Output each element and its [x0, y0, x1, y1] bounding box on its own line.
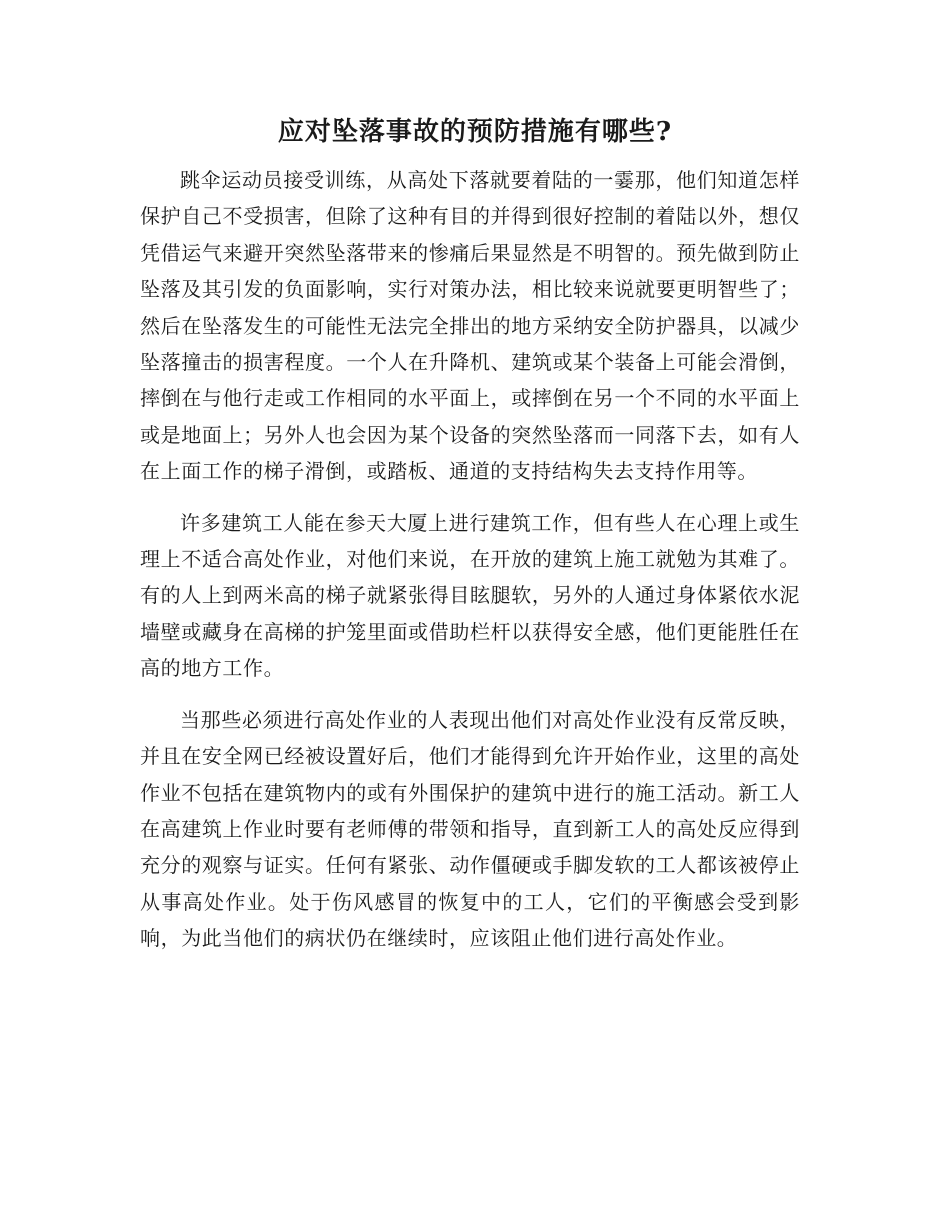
- paragraph-1: 跳伞运动员接受训练，从高处下落就要着陆的一霎那，他们知道怎样保护自己不受损害，但除了这种有目的并得到很好控制的着陆以外，想仅凭借运气来避开突然坠落带来的惨痛后果显然是不明智的。预先做到防止坠落及其引发的负面影响，实行对策办法，相比较来说就要更明智些了；然后在坠落发生的可能性无法完全排出的地方采纳安全防护器具，以减少坠落撞击的损害程度。一个人在升降机、建筑或某个装备上可能会滑倒，摔倒在与他行走或工作相同的水平面上，或摔倒在另一个不同的水平面上或是地面上；另外人也会因为某个设备的突然坠落而一同落下去，如有人在上面工作的梯子滑倒，或踏板、通道的支持结构失去支持作用等。: [140, 168, 800, 484]
- document-title: 应对坠落事故的预防措施有哪些?: [277, 117, 673, 147]
- paragraph-2: 许多建筑工人能在参天大厦上进行建筑工作，但有些人在心理上或生理上不适合高处作业，对他们来说，在开放的建筑上施工就勉为其难了。有的人上到两米高的梯子就紧张得目眩腿软，另外的人通过身体紧依水泥墙壁或藏身在高梯的护笼里面或借助栏杆以获得安全感，他们更能胜任在高的地方工作。: [140, 510, 800, 681]
- paragraph-3: 当那些必须进行高处作业的人表现出他们对高处作业没有反常反映，并且在安全网已经被设置好后，他们才能得到允许开始作业，这里的高处作业不包括在建筑物内的或有外围保护的建筑中进行的施工活动。新工人在高建筑上作业时要有老师傅的带领和指导，直到新工人的高处反应得到充分的观察与证实。任何有紧张、动作僵硬或手脚发软的工人都该被停止从事高处作业。处于伤风感冒的恢复中的工人，它们的平衡感会受到影响，为此当他们的病状仍在继续时，应该阻止他们进行高处作业。: [140, 707, 800, 951]
- document-body: [140, 162, 800, 972]
